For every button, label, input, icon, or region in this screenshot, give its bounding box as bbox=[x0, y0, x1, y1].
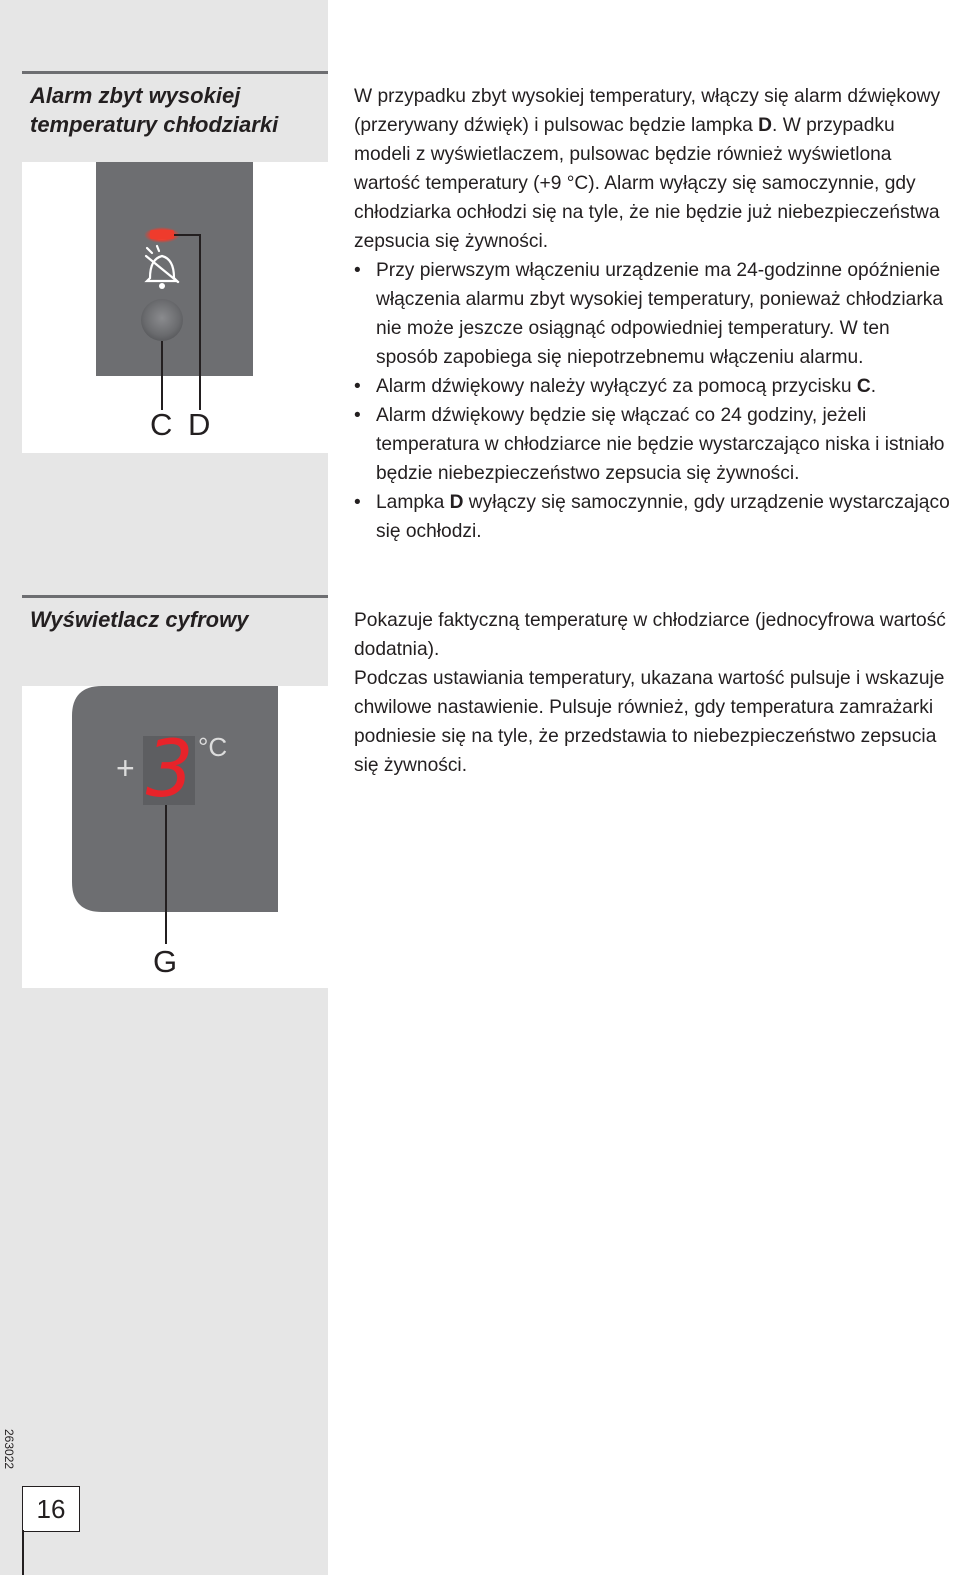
section-body-alarm bbox=[354, 82, 954, 546]
bullet-item bbox=[354, 256, 954, 372]
display-paragraph-2: Podczas ustawiania temperatury, ukazana wartość pulsuje i wskazuje chwilowe nastawienie. Pulsuje również, gdy temperatura zamrażarki podniesie się na tyle, że przedstawia to niebezpieczeństwo zepsucia się żywności. bbox=[354, 668, 945, 776]
bullet-item bbox=[354, 488, 954, 546]
text-run: . W przypadku modeli z wyświetlaczem, pulsowac będzie również wyświetlona wartość temperatury (+9 °C). Alarm wyłączy się samoczynnie, gdy chłodziarka ochłodzi się na tyle, że nie będzie już niebezpieczeństwa zepsucia się żywności. bbox=[354, 115, 940, 252]
celsius-unit: °C bbox=[198, 732, 228, 762]
control-panel bbox=[96, 162, 253, 376]
section-divider bbox=[22, 595, 328, 598]
text-run: . bbox=[870, 376, 877, 397]
bold-reference: D bbox=[758, 115, 773, 136]
section-divider bbox=[22, 71, 328, 74]
section-body-display bbox=[354, 606, 954, 780]
alarm-lamp bbox=[150, 230, 174, 239]
alarm-off-button bbox=[141, 299, 183, 341]
control-panel-illustration bbox=[22, 162, 328, 453]
text-run: Przy pierwszym włączeniu urządzenie ma 24-godzinne opóźnienie włączenia alarmu zbyt wysokiej temperatury, ponieważ chłodziarka nie może jeszcze osiągnąć odpowiedniej temperatury. W ten sposób zapobiega się niepotrzebnemu włączeniu alarmu. bbox=[376, 260, 943, 368]
display-figure bbox=[22, 686, 328, 988]
text-run: Alarm dźwiękowy będzie się włączać co 24 godziny, jeżeli temperatura w chłodziarce nie będzie wystarczająco niska i istniało będzie niebezpieczeństwo zepsucia się żywności. bbox=[376, 405, 945, 484]
label-g: G bbox=[153, 944, 178, 979]
document-code: 263022 bbox=[2, 1429, 16, 1470]
text-run: Alarm dźwiękowy należy wyłączyć za pomocą przycisku bbox=[376, 376, 857, 397]
bullet-list bbox=[354, 256, 954, 546]
label-c: C bbox=[150, 407, 173, 442]
section-heading-display: Wyświetlacz cyfrowy bbox=[30, 607, 249, 632]
bell-clapper bbox=[159, 283, 165, 289]
intro-paragraph bbox=[354, 82, 954, 256]
bullet-item bbox=[354, 401, 954, 488]
page-number: 16 bbox=[22, 1486, 80, 1532]
text-run: Lampka bbox=[376, 492, 450, 513]
display-paragraph-1: Pokazuje faktyczną temperaturę w chłodziarce (jednocyfrowa wartość dodatnia). bbox=[354, 610, 946, 660]
section-heading-alarm: Alarm zbyt wysokiej temperatury chłodziarki bbox=[30, 83, 279, 137]
bold-reference: D bbox=[449, 492, 464, 513]
bullet-item bbox=[354, 372, 954, 401]
temperature-digit: 3 bbox=[146, 725, 194, 815]
control-panel-figure bbox=[22, 162, 328, 453]
label-d: D bbox=[188, 407, 211, 442]
text-run: wyłączy się samoczynnie, gdy urządzenie wystarczająco się ochłodzi. bbox=[376, 492, 950, 542]
page-number-tick bbox=[22, 1530, 24, 1575]
text-run: W przypadku zbyt wysokiej temperatury, włączy się alarm dźwiękowy (przerywany dźwięk) i pulsowac będzie lampka bbox=[354, 86, 941, 136]
bold-reference: C bbox=[856, 376, 871, 397]
plus-sign: + bbox=[116, 750, 135, 786]
